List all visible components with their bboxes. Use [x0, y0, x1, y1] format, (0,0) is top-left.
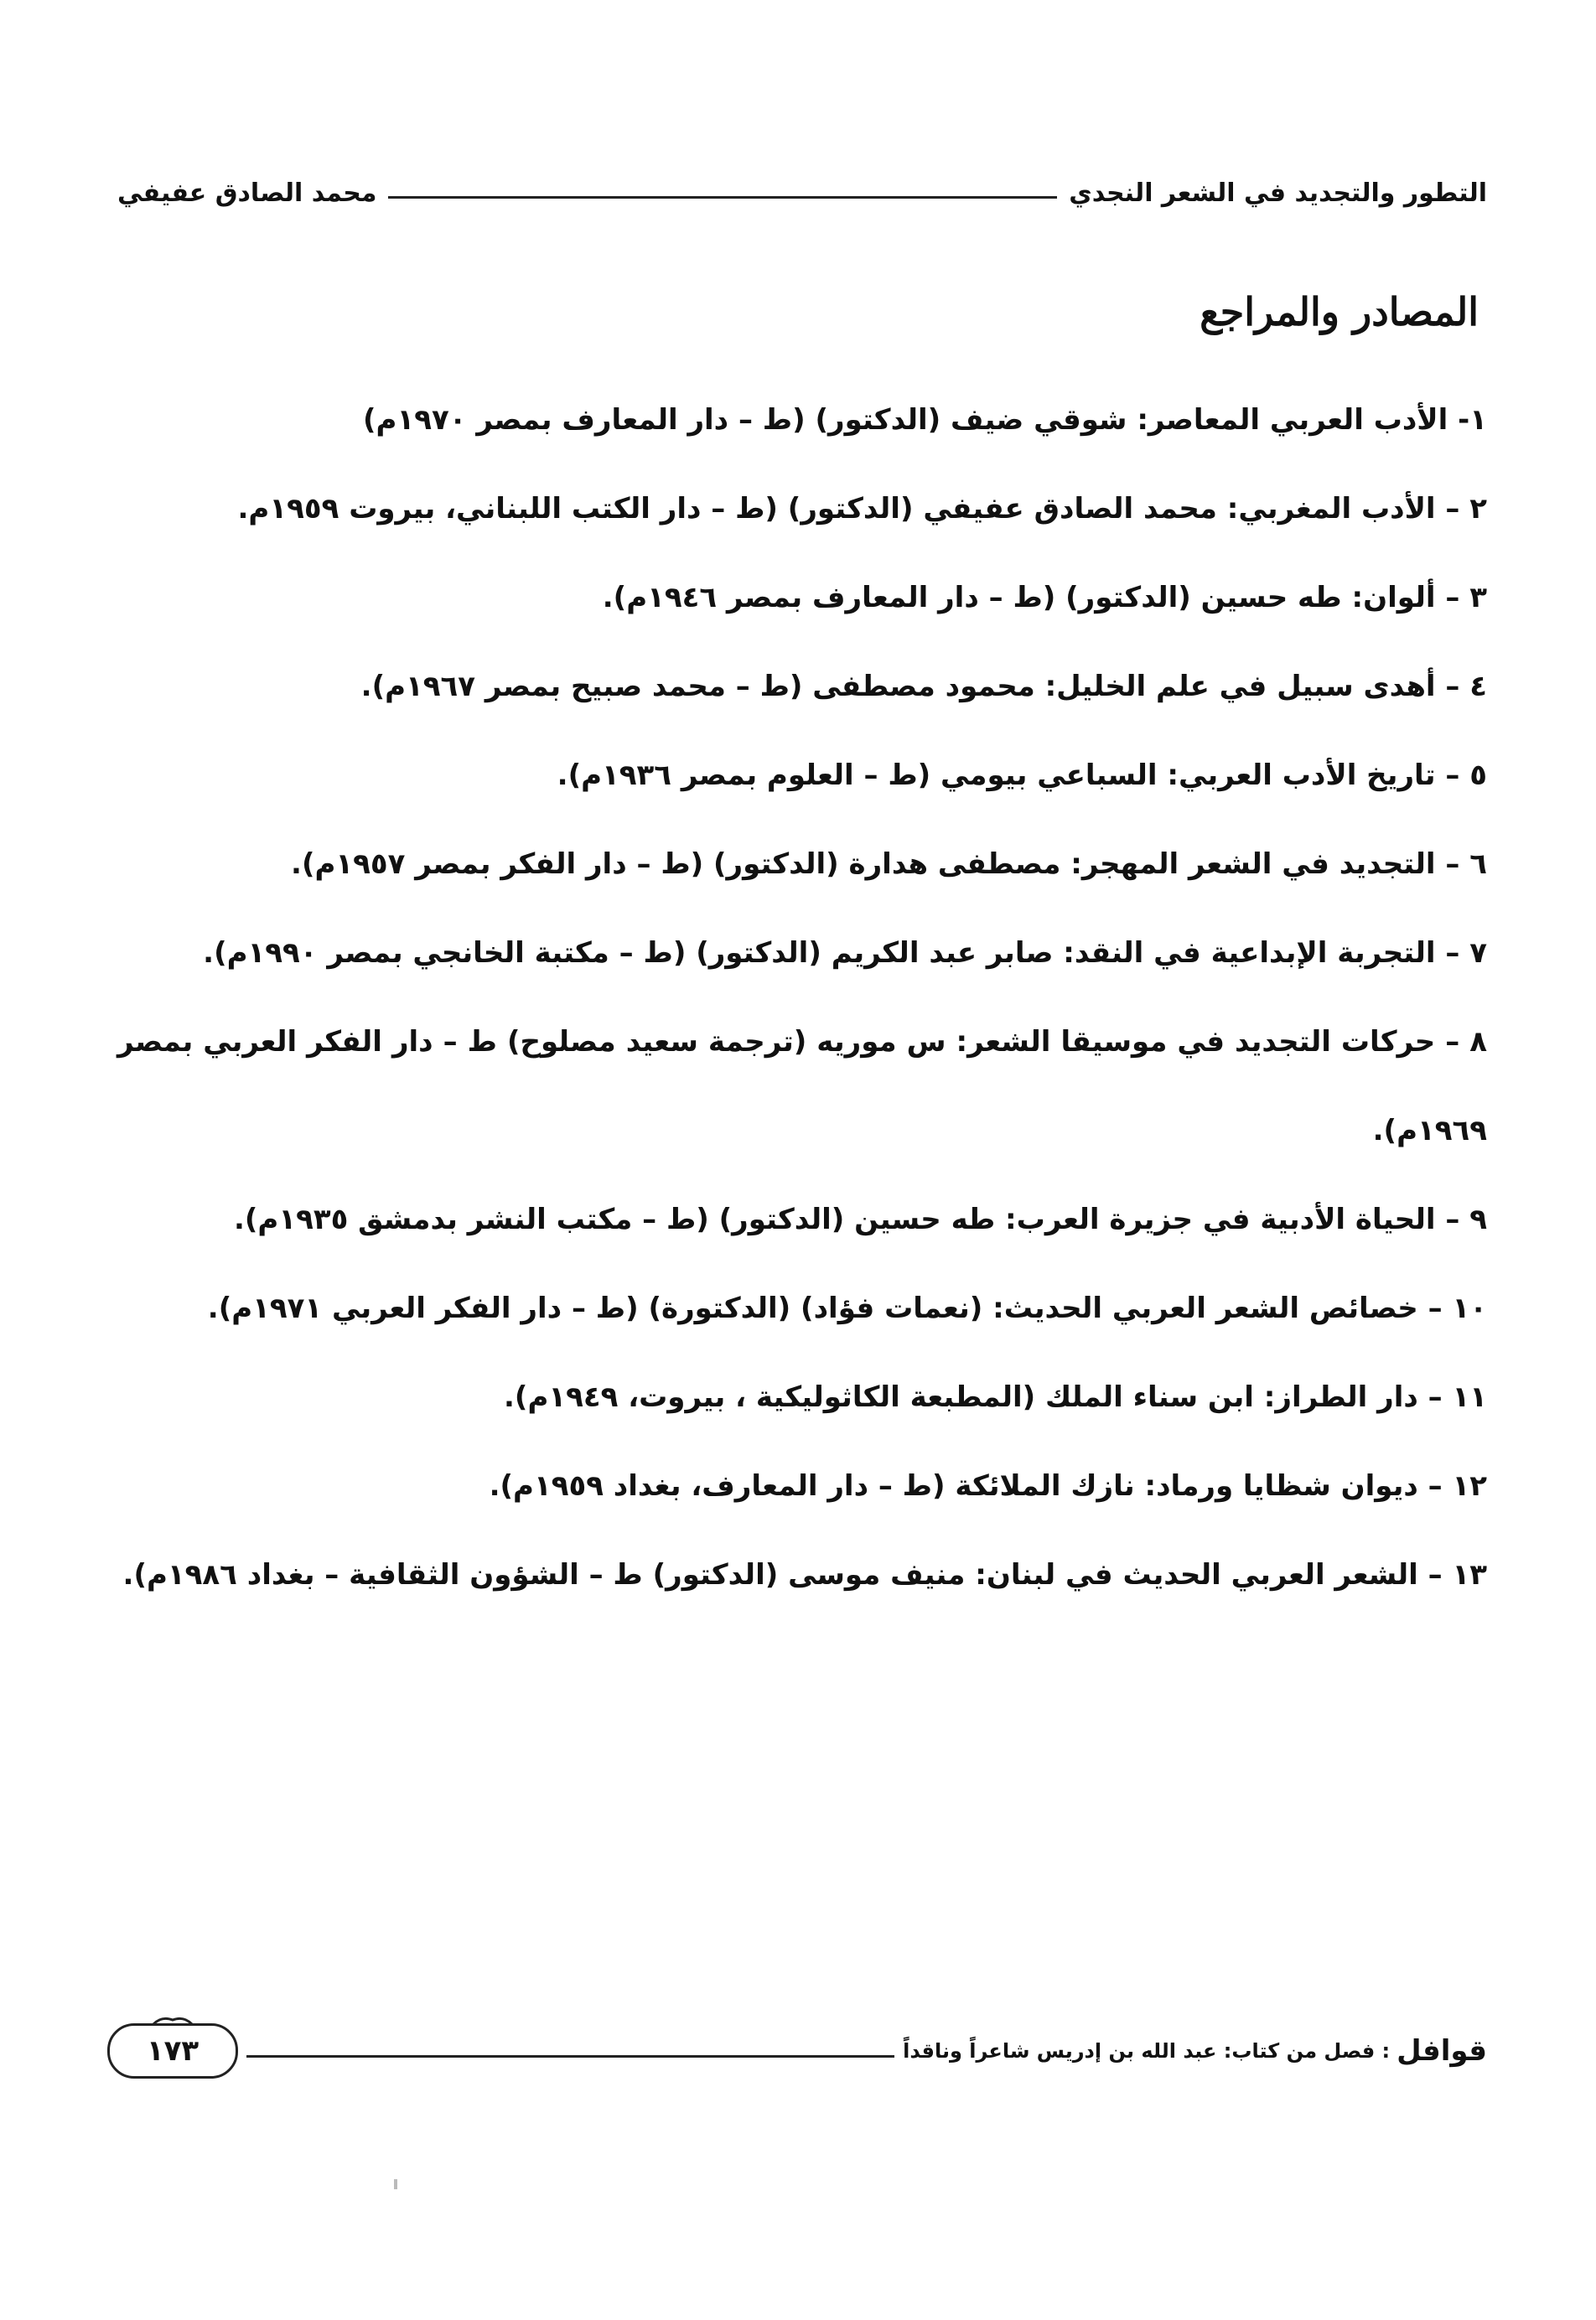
reference-item: ٩ – الحياة الأدبية في جزيرة العرب: طه حسين (الدكتور) (ط – مكتب النشر بدمشق ١٩٣٥م). [233, 1203, 1487, 1236]
section-title: المصادر والمراجع [1200, 289, 1479, 334]
reference-item: ١٢ – ديوان شظايا ورماد: نازك الملائكة (ط – دار المعارف، بغداد ١٩٥٩م). [489, 1469, 1487, 1503]
footer-book-note: : فصل من كتاب: عبد الله بن إدريس شاعراً وناقداً [903, 2039, 1391, 2063]
ornament-icon [152, 2014, 194, 2026]
page-footer [107, 2022, 1487, 2080]
reference-item: ١٣ – الشعر العربي الحديث في لبنان: منيف موسى (الدكتور) ط – الشؤون الثقافية – بغداد ١٩٨٦م). [122, 1558, 1487, 1592]
header-book-title: التطور والتجديد في الشعر النجدي [1069, 178, 1487, 208]
page-number: ١٧٣ [146, 2034, 200, 2068]
scan-speck [394, 2179, 397, 2189]
reference-item: ٦ – التجديد في الشعر المهجر: مصطفى هدارة (الدكتور) (ط – دار الفكر بمصر ١٩٥٧م). [291, 847, 1487, 881]
reference-item: ١١ – دار الطراز: ابن سناء الملك (المطبعة الكاثوليكية ، بيروت، ١٩٤٩م). [504, 1380, 1487, 1414]
running-header [117, 166, 1487, 220]
reference-item: ٢ – الأدب المغربي: محمد الصادق عفيفي (الدكتور) (ط – دار الكتب اللبناني، بيروت ١٩٥٩م. [237, 492, 1487, 526]
reference-item: ١- الأدب العربي المعاصر: شوقي ضيف (الدكتور) (ط – دار المعارف بمصر ١٩٧٠م) [363, 403, 1487, 437]
reference-item: ٨ – حركات التجديد في موسيقا الشعر: س موريه (ترجمة سعيد مصلوح) ط – دار الفكر العربي بمصر ١٩٦٩م). [117, 1025, 1487, 1147]
page-number-badge [107, 2023, 238, 2079]
reference-item: ٧ – التجربة الإبداعية في النقد: صابر عبد الكريم (الدكتور) (ط – مكتبة الخانجي بمصر ١٩٩٠م). [203, 936, 1487, 970]
header-rule [388, 196, 1057, 199]
header-author: محمد الصادق عفيفي [117, 178, 377, 208]
reference-item: ١٠ – خصائص الشعر العربي الحديث: (نعمات فؤاد) (الدكتورة) (ط – دار الفكر العربي ١٩٧١م). [207, 1292, 1487, 1325]
reference-item: ٣ – ألوان: طه حسين (الدكتور) (ط – دار المعارف بمصر ١٩٤٦م). [602, 581, 1487, 614]
reference-item: ٥ – تاريخ الأدب العربي: السباعي بيومي (ط – العلوم بمصر ١٩٣٦م). [557, 759, 1487, 792]
footer-journal-name: قوافل [1396, 2034, 1487, 2068]
references-list [117, 375, 1487, 1619]
reference-item: ٤ – أهدى سبيل في علم الخليل: محمود مصطفى (ط – محمد صبيح بمصر ١٩٦٧م). [360, 670, 1487, 703]
footer-rule [246, 2055, 894, 2058]
